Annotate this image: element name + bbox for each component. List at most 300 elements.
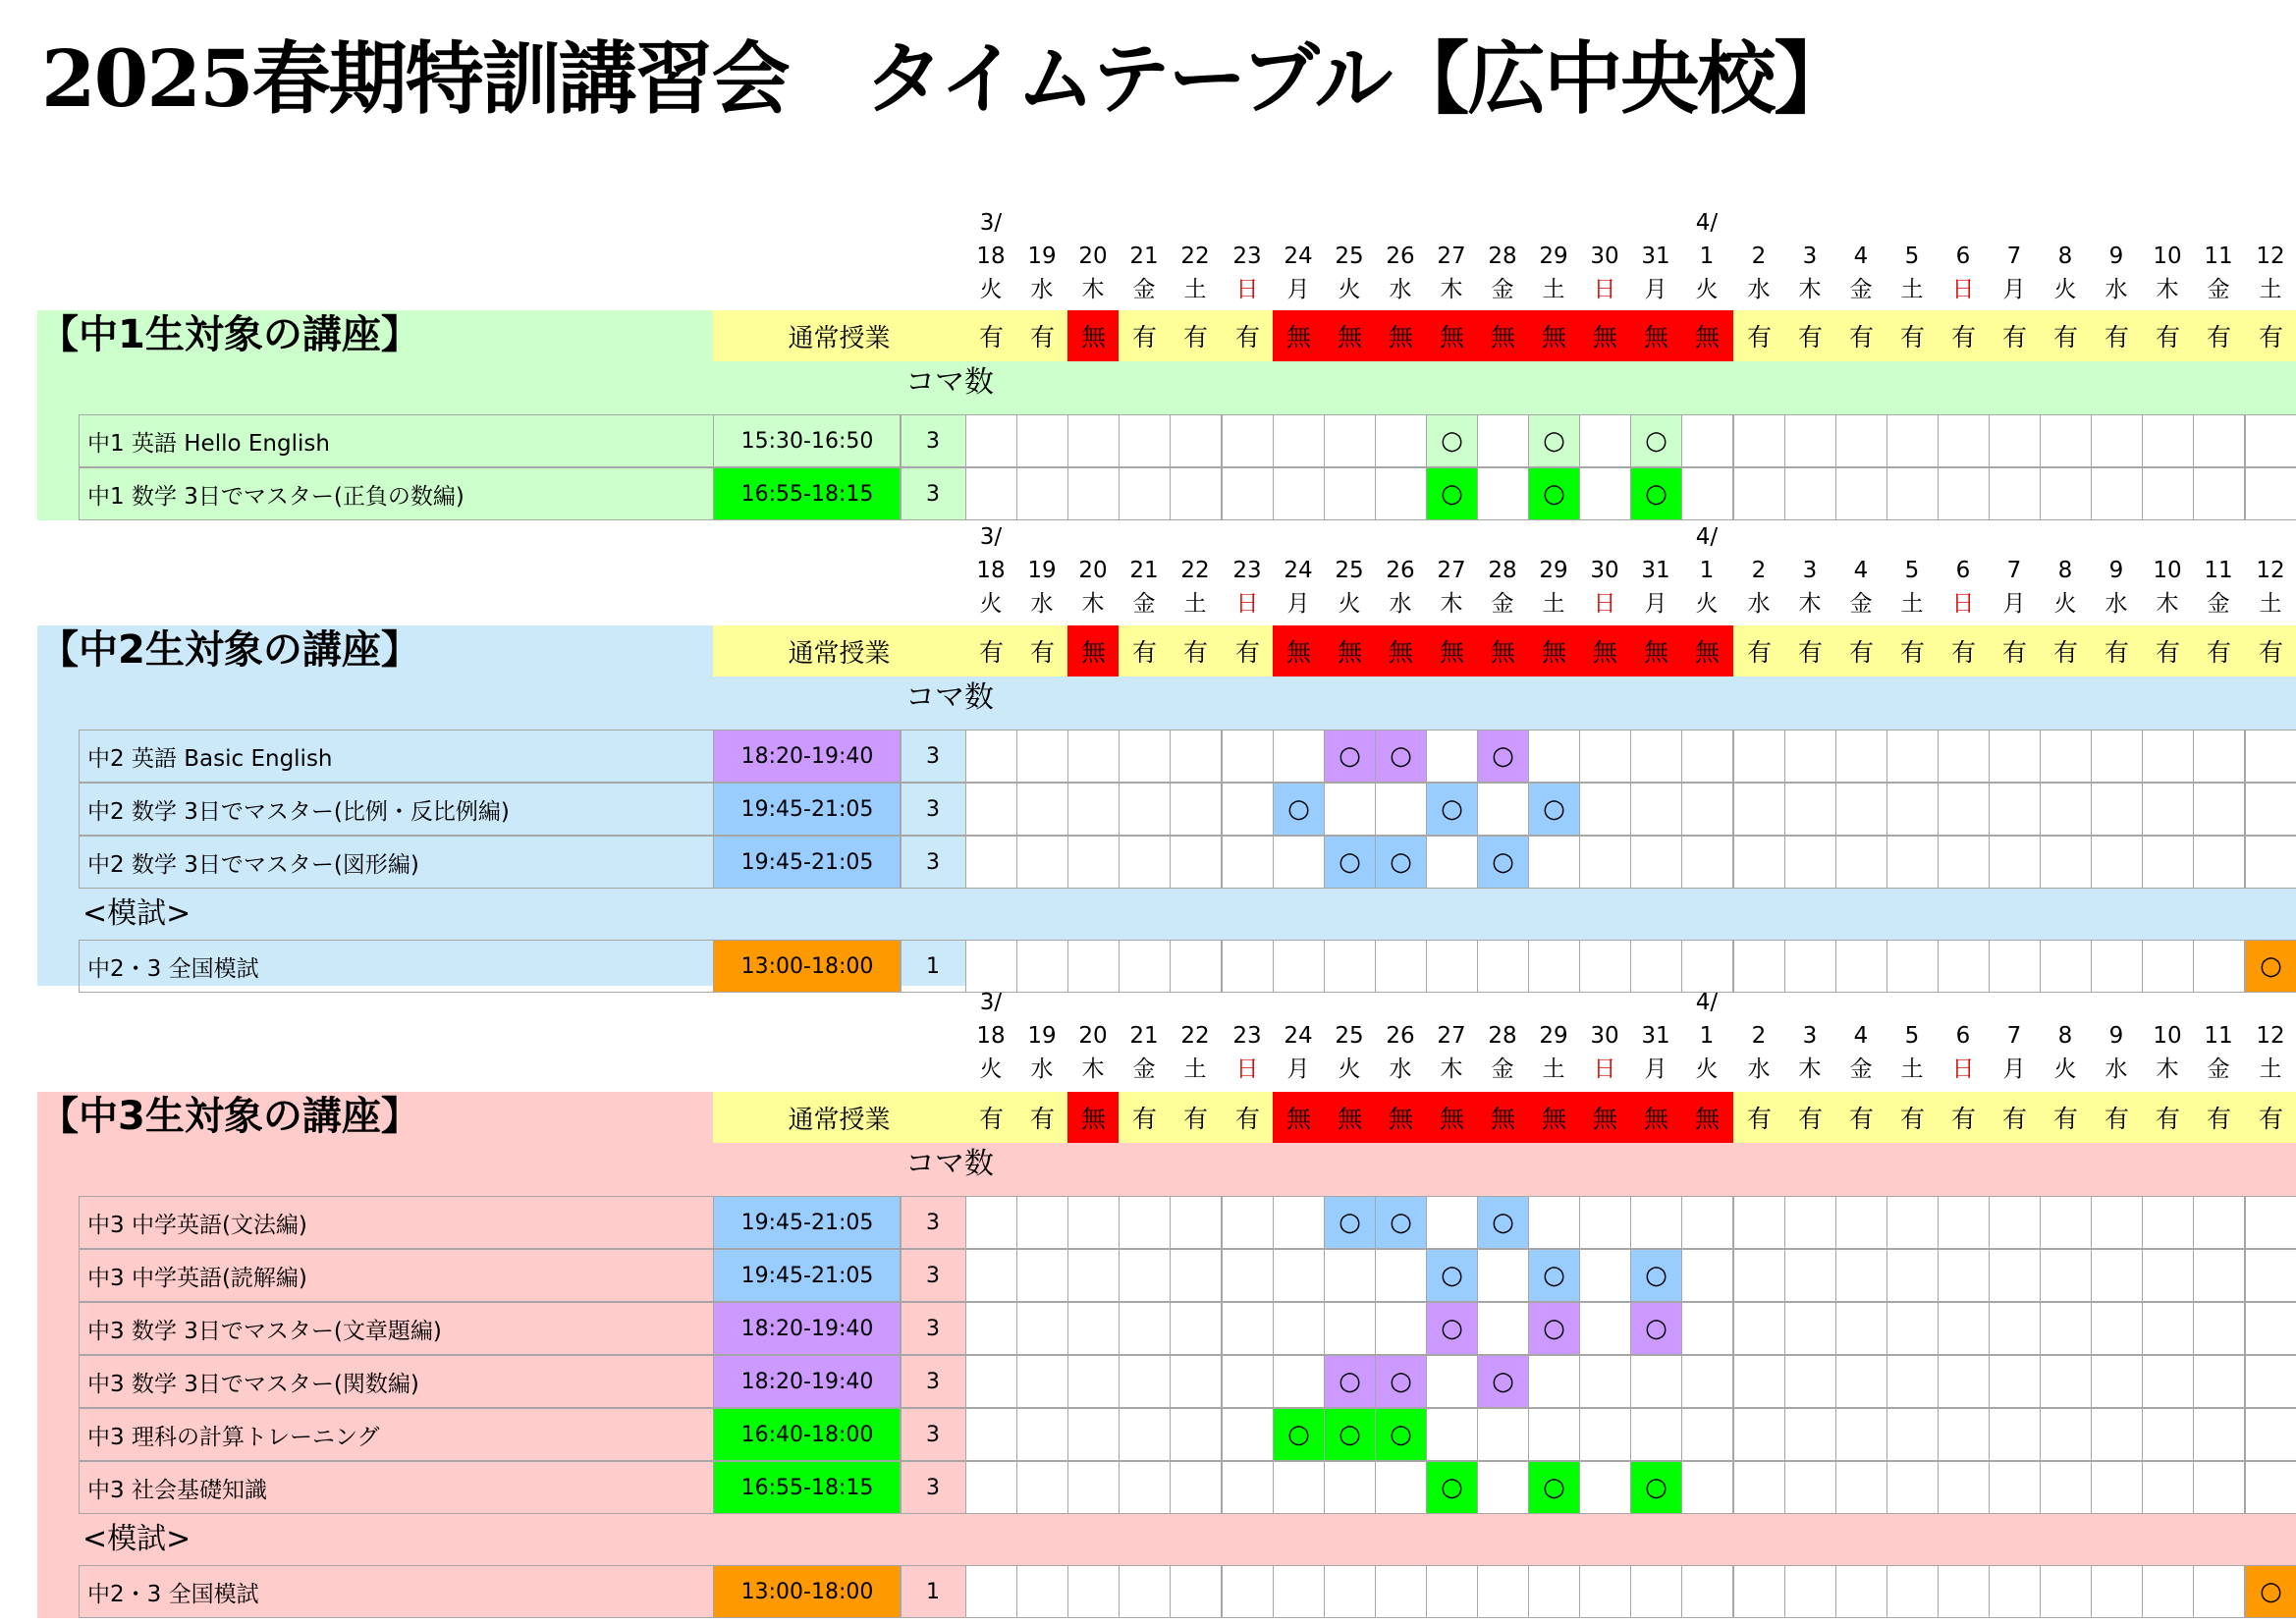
weekday-label: 土	[1183, 277, 1207, 302]
no-class-cell: 無	[1324, 310, 1376, 361]
schedule-cell	[1733, 1461, 1785, 1514]
weekday-label: 水	[2105, 1056, 2128, 1082]
schedule-cell	[2193, 1565, 2245, 1618]
schedule-cell	[1579, 1249, 1631, 1302]
date-day-label: 12	[2256, 1023, 2285, 1049]
schedule-cell	[1426, 730, 1478, 783]
weekday-label: 日	[1593, 591, 1616, 617]
schedule-cell	[2040, 1461, 2092, 1514]
session-mark-cell: ○	[1477, 836, 1529, 889]
schedule-cell	[1119, 1461, 1171, 1514]
schedule-cell	[2245, 414, 2296, 467]
schedule-cell	[965, 1565, 1017, 1618]
no-class-cell: 無	[1375, 1092, 1427, 1143]
course-time-cell: 15:30-16:50	[713, 414, 902, 467]
weekday-label: 土	[2259, 1056, 2282, 1082]
date-day-label: 20	[1078, 244, 1108, 269]
schedule-cell	[1324, 1302, 1376, 1355]
date-day-label: 25	[1335, 1023, 1364, 1049]
schedule-cell	[1681, 467, 1733, 520]
class-day-cell: 有	[1989, 1092, 2041, 1143]
schedule-cell	[1528, 940, 1580, 993]
no-class-cell: 無	[1681, 625, 1733, 677]
schedule-cell	[1067, 467, 1120, 520]
date-day-label: 5	[1904, 1023, 1920, 1049]
class-day-cell: 有	[1222, 310, 1274, 361]
class-day-cell: 有	[1886, 310, 1939, 361]
weekday-label: 木	[1798, 591, 1822, 617]
weekday-label: 木	[2156, 277, 2179, 302]
schedule-cell	[1938, 836, 1990, 889]
no-class-cell: 無	[1528, 625, 1580, 677]
class-day-cell: 有	[1222, 1092, 1274, 1143]
date-day-label: 24	[1284, 558, 1313, 583]
schedule-cell	[1681, 1249, 1733, 1302]
session-mark-cell: ○	[1477, 1355, 1529, 1408]
weekday-label: 火	[1338, 1056, 1361, 1082]
class-day-cell: 有	[1222, 625, 1274, 677]
schedule-cell	[965, 836, 1017, 889]
date-month-label: 4/	[1695, 524, 1719, 550]
session-count-cell: 3	[900, 730, 966, 783]
schedule-cell	[2091, 1249, 2143, 1302]
schedule-cell	[1681, 1565, 1733, 1618]
date-day-label: 19	[1027, 244, 1057, 269]
date-day-label: 6	[1955, 244, 1971, 269]
schedule-cell	[1989, 414, 2041, 467]
weekday-label: 日	[1593, 1056, 1616, 1082]
schedule-cell	[2091, 940, 2143, 993]
schedule-cell	[1886, 783, 1939, 836]
schedule-cell	[1886, 940, 1939, 993]
schedule-cell	[1375, 783, 1427, 836]
schedule-cell	[965, 940, 1017, 993]
date-day-label: 1	[1699, 1023, 1715, 1049]
session-mark-cell: ○	[1324, 1196, 1376, 1249]
class-day-cell: 有	[1170, 625, 1222, 677]
date-day-label: 8	[2057, 558, 2073, 583]
weekday-label: 水	[1389, 277, 1412, 302]
session-mark-cell: ○	[1477, 1196, 1529, 1249]
weekday-label: 土	[1900, 277, 1924, 302]
schedule-cell	[1016, 730, 1068, 783]
schedule-cell	[1375, 414, 1427, 467]
schedule-cell	[1119, 1408, 1171, 1461]
schedule-cell	[1835, 1408, 1887, 1461]
exam-subheading: <模試>	[82, 1522, 191, 1556]
schedule-cell	[1528, 836, 1580, 889]
schedule-cell	[1835, 1196, 1887, 1249]
date-day-label: 29	[1539, 558, 1568, 583]
schedule-cell	[1784, 1249, 1836, 1302]
schedule-cell	[1324, 940, 1376, 993]
date-day-label: 25	[1335, 244, 1364, 269]
schedule-cell	[1016, 1355, 1068, 1408]
class-day-cell: 有	[1016, 1092, 1068, 1143]
date-day-label: 18	[976, 558, 1006, 583]
schedule-cell	[1733, 467, 1785, 520]
weekday-label: 水	[1389, 591, 1412, 617]
weekday-label: 土	[1900, 1056, 1924, 1082]
schedule-cell	[1375, 1249, 1427, 1302]
schedule-cell	[1886, 1461, 1939, 1514]
date-day-label: 22	[1180, 558, 1210, 583]
class-day-cell: 有	[1170, 310, 1222, 361]
date-day-label: 21	[1129, 558, 1159, 583]
schedule-cell	[965, 1461, 1017, 1514]
date-month-label: 4/	[1695, 990, 1719, 1015]
schedule-cell	[1681, 414, 1733, 467]
class-day-cell: 有	[965, 310, 1017, 361]
schedule-cell	[1681, 1302, 1733, 1355]
schedule-cell	[1426, 1196, 1478, 1249]
schedule-cell	[1477, 467, 1529, 520]
class-day-cell: 有	[2142, 625, 2194, 677]
class-day-cell: 有	[1016, 625, 1068, 677]
weekday-label: 月	[1286, 591, 1310, 617]
schedule-cell	[1630, 1355, 1682, 1408]
schedule-cell	[1630, 730, 1682, 783]
schedule-cell	[1579, 730, 1631, 783]
session-mark-cell: ○	[1324, 1408, 1376, 1461]
course-name-cell: 中2・3 全国模試	[79, 940, 715, 993]
no-class-cell: 無	[1630, 625, 1682, 677]
weekday-label: 火	[2053, 591, 2077, 617]
weekday-label: 木	[2156, 1056, 2179, 1082]
course-time-cell: 18:20-19:40	[713, 730, 902, 783]
no-class-cell: 無	[1067, 310, 1120, 361]
course-name-cell: 中3 中学英語(読解編)	[79, 1249, 715, 1302]
schedule-cell	[1067, 940, 1120, 993]
schedule-cell	[1222, 940, 1274, 993]
class-day-cell: 有	[1989, 625, 2041, 677]
schedule-cell	[1067, 730, 1120, 783]
schedule-cell	[1067, 1249, 1120, 1302]
date-day-label: 26	[1386, 244, 1415, 269]
schedule-cell	[965, 730, 1017, 783]
schedule-cell	[1273, 940, 1325, 993]
schedule-cell	[965, 1408, 1017, 1461]
schedule-cell	[2142, 414, 2194, 467]
class-day-cell: 有	[2245, 310, 2296, 361]
schedule-cell	[1784, 1408, 1836, 1461]
date-day-label: 29	[1539, 1023, 1568, 1049]
schedule-cell	[1119, 1249, 1171, 1302]
date-day-label: 3	[1802, 558, 1818, 583]
schedule-cell	[1886, 467, 1939, 520]
schedule-cell	[2142, 1196, 2194, 1249]
schedule-cell	[1835, 467, 1887, 520]
schedule-cell	[1579, 1196, 1631, 1249]
schedule-cell	[2091, 467, 2143, 520]
schedule-cell	[1528, 1565, 1580, 1618]
date-day-label: 27	[1437, 558, 1466, 583]
schedule-cell	[2142, 836, 2194, 889]
session-mark-cell: ○	[1324, 836, 1376, 889]
schedule-cell	[1119, 730, 1171, 783]
schedule-cell	[1477, 940, 1529, 993]
schedule-cell	[1273, 1461, 1325, 1514]
schedule-cell	[1375, 940, 1427, 993]
schedule-cell	[2091, 1461, 2143, 1514]
no-class-cell: 無	[1579, 1092, 1631, 1143]
schedule-cell	[1016, 1302, 1068, 1355]
class-day-cell: 有	[2245, 1092, 2296, 1143]
schedule-cell	[965, 1355, 1017, 1408]
course-time-cell: 16:55-18:15	[713, 467, 902, 520]
schedule-cell	[1784, 940, 1836, 993]
no-class-cell: 無	[1375, 625, 1427, 677]
schedule-cell	[2193, 836, 2245, 889]
schedule-cell	[1222, 1196, 1274, 1249]
schedule-cell	[1016, 1249, 1068, 1302]
schedule-cell	[2245, 783, 2296, 836]
schedule-cell	[1835, 730, 1887, 783]
class-day-cell: 有	[1938, 1092, 1990, 1143]
date-day-label: 12	[2256, 244, 2285, 269]
schedule-cell	[1989, 1302, 2041, 1355]
schedule-cell	[2245, 1408, 2296, 1461]
schedule-cell	[1375, 467, 1427, 520]
date-day-label: 8	[2057, 1023, 2073, 1049]
session-count-header: コマ数	[905, 680, 994, 715]
schedule-cell	[2245, 1461, 2296, 1514]
schedule-cell	[2193, 940, 2245, 993]
schedule-cell	[1324, 1249, 1376, 1302]
no-class-cell: 無	[1681, 1092, 1733, 1143]
schedule-cell	[1938, 1565, 1990, 1618]
schedule-cell	[1733, 1196, 1785, 1249]
schedule-cell	[1989, 1408, 2041, 1461]
date-day-label: 25	[1335, 558, 1364, 583]
schedule-cell	[1170, 730, 1222, 783]
schedule-cell	[2142, 940, 2194, 993]
schedule-cell	[1784, 1302, 1836, 1355]
date-day-label: 10	[2153, 244, 2182, 269]
schedule-cell	[1426, 836, 1478, 889]
schedule-cell	[1016, 467, 1068, 520]
schedule-cell	[1016, 1408, 1068, 1461]
schedule-cell	[1016, 414, 1068, 467]
date-day-label: 2	[1751, 1023, 1767, 1049]
course-name-cell: 中1 数学 3日でマスター(正負の数編)	[79, 467, 715, 520]
class-day-cell: 有	[1733, 1092, 1785, 1143]
schedule-cell	[1067, 783, 1120, 836]
no-class-cell: 無	[1426, 310, 1478, 361]
schedule-cell	[1324, 1565, 1376, 1618]
session-mark-cell: ○	[1273, 783, 1325, 836]
schedule-cell	[1375, 1565, 1427, 1618]
date-day-label: 10	[2153, 1023, 2182, 1049]
session-count-cell: 1	[900, 940, 966, 993]
weekday-label: 日	[1951, 591, 1975, 617]
session-mark-cell: ○	[1528, 783, 1580, 836]
no-class-cell: 無	[1579, 310, 1631, 361]
schedule-cell	[1067, 1461, 1120, 1514]
no-class-cell: 無	[1324, 625, 1376, 677]
schedule-cell	[1119, 1196, 1171, 1249]
schedule-cell	[1681, 1355, 1733, 1408]
session-count-header: コマ数	[905, 1147, 994, 1181]
schedule-cell	[2245, 467, 2296, 520]
class-day-cell: 有	[2193, 625, 2245, 677]
weekday-label: 木	[1081, 1056, 1105, 1082]
date-day-label: 28	[1488, 558, 1517, 583]
weekday-label: 日	[1593, 277, 1616, 302]
schedule-cell	[1477, 414, 1529, 467]
date-day-label: 27	[1437, 1023, 1466, 1049]
date-day-label: 23	[1232, 1023, 1262, 1049]
schedule-cell	[1477, 1565, 1529, 1618]
class-day-cell: 有	[1835, 310, 1887, 361]
schedule-cell	[1989, 730, 2041, 783]
schedule-cell	[1528, 730, 1580, 783]
session-mark-cell: ○	[1528, 414, 1580, 467]
session-count-cell: 3	[900, 467, 966, 520]
date-day-label: 28	[1488, 244, 1517, 269]
schedule-cell	[1630, 940, 1682, 993]
weekday-label: 月	[2002, 1056, 2026, 1082]
session-mark-cell: ○	[1528, 1302, 1580, 1355]
class-day-cell: 有	[2142, 1092, 2194, 1143]
schedule-cell	[1938, 783, 1990, 836]
schedule-cell	[1630, 836, 1682, 889]
weekday-label: 金	[2207, 591, 2230, 617]
schedule-cell	[1170, 783, 1222, 836]
schedule-cell	[1989, 940, 2041, 993]
schedule-cell	[1426, 940, 1478, 993]
session-mark-cell: ○	[1324, 1355, 1376, 1408]
schedule-cell	[2245, 1302, 2296, 1355]
schedule-cell	[1630, 1408, 1682, 1461]
schedule-cell	[2040, 1302, 2092, 1355]
weekday-label: 火	[1695, 277, 1719, 302]
schedule-cell	[1016, 836, 1068, 889]
date-day-label: 29	[1539, 244, 1568, 269]
schedule-cell	[1835, 414, 1887, 467]
date-day-label: 1	[1699, 244, 1715, 269]
schedule-cell	[1528, 1408, 1580, 1461]
schedule-cell	[1375, 1302, 1427, 1355]
weekday-label: 木	[1081, 277, 1105, 302]
schedule-cell	[1016, 940, 1068, 993]
session-count-cell: 3	[900, 836, 966, 889]
schedule-cell	[1170, 1565, 1222, 1618]
class-day-cell: 有	[965, 1092, 1017, 1143]
session-mark-cell: ○	[1324, 730, 1376, 783]
date-day-label: 26	[1386, 1023, 1415, 1049]
class-day-cell: 有	[2245, 625, 2296, 677]
course-time-cell: 13:00-18:00	[713, 1565, 902, 1618]
schedule-cell	[1273, 414, 1325, 467]
weekday-label: 金	[1849, 1056, 1873, 1082]
class-day-cell: 有	[1170, 1092, 1222, 1143]
schedule-cell	[1938, 1302, 1990, 1355]
course-name-cell: 中3 中学英語(文法編)	[79, 1196, 715, 1249]
schedule-cell	[2040, 783, 2092, 836]
course-time-cell: 18:20-19:40	[713, 1355, 902, 1408]
schedule-cell	[1119, 940, 1171, 993]
schedule-cell	[1938, 1355, 1990, 1408]
schedule-cell	[2040, 836, 2092, 889]
schedule-cell	[1222, 1461, 1274, 1514]
date-day-label: 8	[2057, 244, 2073, 269]
date-day-label: 12	[2256, 558, 2285, 583]
session-count-cell: 1	[900, 1565, 966, 1618]
schedule-cell	[1835, 1461, 1887, 1514]
schedule-cell	[2091, 1408, 2143, 1461]
schedule-cell	[1273, 1565, 1325, 1618]
schedule-cell	[1067, 1355, 1120, 1408]
schedule-cell	[1733, 1249, 1785, 1302]
session-mark-cell: ○	[1528, 1461, 1580, 1514]
schedule-cell	[1170, 1302, 1222, 1355]
no-class-cell: 無	[1477, 625, 1529, 677]
schedule-cell	[1170, 1461, 1222, 1514]
schedule-cell	[1170, 940, 1222, 993]
schedule-cell	[1579, 467, 1631, 520]
weekday-label: 金	[1132, 277, 1156, 302]
session-mark-cell: ○	[1375, 1355, 1427, 1408]
schedule-cell	[1938, 1249, 1990, 1302]
weekday-label: 金	[1132, 1056, 1156, 1082]
weekday-label: 金	[1132, 591, 1156, 617]
schedule-cell	[1938, 940, 1990, 993]
course-name-cell: 中3 理科の計算トレーニング	[79, 1408, 715, 1461]
weekday-label: 水	[2105, 277, 2128, 302]
schedule-cell	[2193, 414, 2245, 467]
weekday-label: 日	[1951, 277, 1975, 302]
weekday-label: 月	[1644, 277, 1667, 302]
schedule-cell	[2040, 1408, 2092, 1461]
schedule-cell	[1273, 1302, 1325, 1355]
date-day-label: 5	[1904, 244, 1920, 269]
weekday-label: 火	[1695, 1056, 1719, 1082]
class-day-cell: 有	[2091, 625, 2143, 677]
schedule-cell	[1886, 1196, 1939, 1249]
date-day-label: 3	[1802, 1023, 1818, 1049]
course-name-cell: 中3 数学 3日でマスター(関数編)	[79, 1355, 715, 1408]
no-class-cell: 無	[1273, 1092, 1325, 1143]
date-day-label: 6	[1955, 1023, 1971, 1049]
weekday-label: 土	[1542, 591, 1565, 617]
schedule-cell	[2142, 1461, 2194, 1514]
weekday-label: 日	[1951, 1056, 1975, 1082]
date-day-label: 28	[1488, 1023, 1517, 1049]
schedule-cell	[1784, 1355, 1836, 1408]
schedule-cell	[1579, 1355, 1631, 1408]
schedule-cell	[1222, 467, 1274, 520]
schedule-cell	[2142, 467, 2194, 520]
schedule-cell	[1886, 1302, 1939, 1355]
course-time-cell: 19:45-21:05	[713, 783, 902, 836]
session-mark-cell: ○	[1477, 730, 1529, 783]
schedule-cell	[1016, 1196, 1068, 1249]
schedule-cell	[1170, 1249, 1222, 1302]
date-day-label: 30	[1590, 244, 1619, 269]
class-day-cell: 有	[1835, 1092, 1887, 1143]
schedule-cell	[2091, 1565, 2143, 1618]
schedule-cell	[1119, 1302, 1171, 1355]
schedule-cell	[2193, 1461, 2245, 1514]
no-class-cell: 無	[1426, 1092, 1478, 1143]
weekday-label: 水	[1747, 1056, 1771, 1082]
schedule-cell	[1784, 730, 1836, 783]
class-day-cell: 有	[1886, 625, 1939, 677]
weekday-label: 月	[1286, 277, 1310, 302]
schedule-cell	[2193, 1249, 2245, 1302]
weekday-label: 木	[1798, 1056, 1822, 1082]
